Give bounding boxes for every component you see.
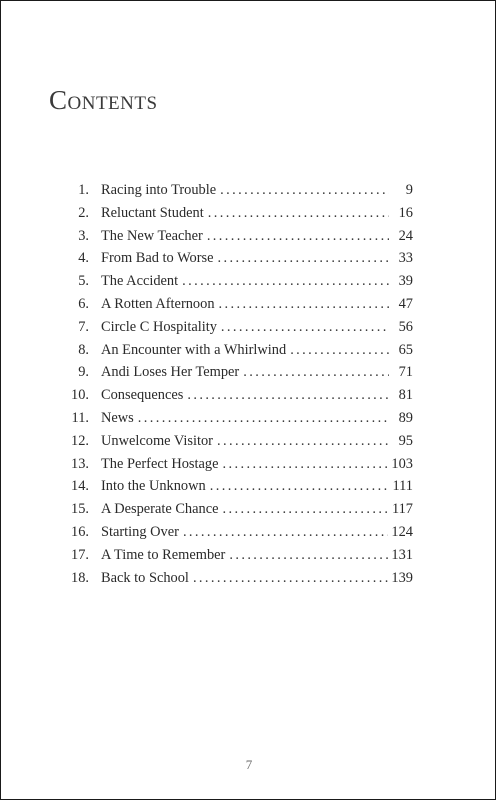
chapter-title: Consequences xyxy=(101,384,187,407)
chapter-number: 17. xyxy=(71,546,89,563)
dot-leader xyxy=(187,384,389,407)
chapter-title: The Perfect Hostage xyxy=(101,453,222,476)
chapter-title: Back to School xyxy=(101,567,193,590)
chapter-number: 15. xyxy=(71,501,89,518)
chapter-page-number: 81 xyxy=(389,384,413,407)
dot-leader xyxy=(183,521,388,544)
toc-entry xyxy=(61,498,413,521)
chapter-page-number: 139 xyxy=(388,567,413,590)
toc-entry xyxy=(61,179,413,202)
chapter-page-number: 39 xyxy=(389,270,413,293)
toc-entry xyxy=(61,361,413,384)
chapter-page-number: 111 xyxy=(389,475,413,498)
dot-leader xyxy=(208,202,389,225)
chapter-page-number: 9 xyxy=(389,179,413,202)
chapter-title: Into the Unknown xyxy=(101,475,210,498)
dot-leader xyxy=(222,498,388,521)
chapter-number: 1. xyxy=(78,182,89,198)
dot-leader xyxy=(218,247,390,270)
toc-entry xyxy=(61,475,413,498)
chapter-number: 9. xyxy=(78,364,89,381)
toc-entry xyxy=(61,384,413,407)
chapter-title: Starting Over xyxy=(101,521,183,544)
toc-entry xyxy=(61,316,413,339)
chapter-page-number: 131 xyxy=(388,544,413,567)
chapter-number: 13. xyxy=(71,455,89,472)
chapter-title: The Accident xyxy=(101,270,182,293)
toc-entry xyxy=(61,270,413,293)
chapter-title: Andi Loses Her Temper xyxy=(101,361,243,384)
table-of-contents xyxy=(61,179,413,589)
chapter-page-number: 103 xyxy=(388,453,413,476)
chapter-page-number: 33 xyxy=(389,247,413,270)
page-title: Contents xyxy=(49,85,158,115)
chapter-page-number: 117 xyxy=(389,498,413,521)
chapter-number: 11. xyxy=(71,409,89,426)
toc-entry xyxy=(61,247,413,270)
dot-leader xyxy=(207,225,389,248)
toc-entry xyxy=(61,544,413,567)
dot-leader xyxy=(220,179,389,202)
page-number: 7 xyxy=(245,757,253,772)
chapter-title: From Bad to Worse xyxy=(101,247,218,270)
chapter-title: News xyxy=(101,407,138,430)
chapter-page-number: 89 xyxy=(389,407,413,430)
dot-leader xyxy=(229,544,388,567)
dot-leader xyxy=(210,475,389,498)
toc-entry xyxy=(61,225,413,248)
chapter-title: Unwelcome Visitor xyxy=(101,430,217,453)
dot-leader xyxy=(217,430,389,453)
dot-leader xyxy=(138,407,389,430)
dot-leader xyxy=(193,567,388,590)
dot-leader xyxy=(243,361,389,384)
chapter-page-number: 71 xyxy=(389,361,413,384)
toc-entry xyxy=(61,453,413,476)
chapter-title: A Desperate Chance xyxy=(101,498,222,521)
dot-leader xyxy=(182,270,389,293)
chapter-page-number: 47 xyxy=(389,293,413,316)
toc-entry xyxy=(61,293,413,316)
toc-entry xyxy=(61,202,413,225)
dot-leader xyxy=(222,453,388,476)
dot-leader xyxy=(221,316,389,339)
chapter-title: A Time to Remember xyxy=(101,544,229,567)
chapter-number: 5. xyxy=(78,273,89,290)
chapter-title: Racing into Trouble xyxy=(101,179,220,202)
dot-leader xyxy=(219,293,389,316)
chapter-number: 8. xyxy=(78,341,89,358)
chapter-number: 12. xyxy=(71,432,89,449)
chapter-number: 10. xyxy=(71,387,89,404)
dot-leader xyxy=(290,339,389,362)
chapter-title: A Rotten Afternoon xyxy=(101,293,219,316)
toc-entry xyxy=(61,430,413,453)
toc-entry xyxy=(61,521,413,544)
chapter-number: 4. xyxy=(78,250,89,267)
chapter-number: 7. xyxy=(78,318,89,335)
chapter-number: 2. xyxy=(78,204,89,221)
chapter-number: 3. xyxy=(78,227,89,244)
chapter-page-number: 56 xyxy=(389,316,413,339)
chapter-number: 16. xyxy=(71,523,89,540)
toc-entry xyxy=(61,567,413,590)
chapter-page-number: 65 xyxy=(389,339,413,362)
chapter-page-number: 95 xyxy=(389,430,413,453)
toc-entry xyxy=(61,407,413,430)
chapter-title: Reluctant Student xyxy=(101,202,208,225)
toc-entry xyxy=(61,339,413,362)
chapter-page-number: 16 xyxy=(389,202,413,225)
chapter-page-number: 24 xyxy=(389,225,413,248)
chapter-page-number: 124 xyxy=(388,521,413,544)
chapter-number: 6. xyxy=(78,295,89,312)
chapter-number: 18. xyxy=(71,569,89,586)
chapter-title: An Encounter with a Whirlwind xyxy=(101,339,290,362)
chapter-title: The New Teacher xyxy=(101,225,207,248)
chapter-title: Circle C Hospitality xyxy=(101,316,221,339)
chapter-number: 14. xyxy=(71,478,89,495)
